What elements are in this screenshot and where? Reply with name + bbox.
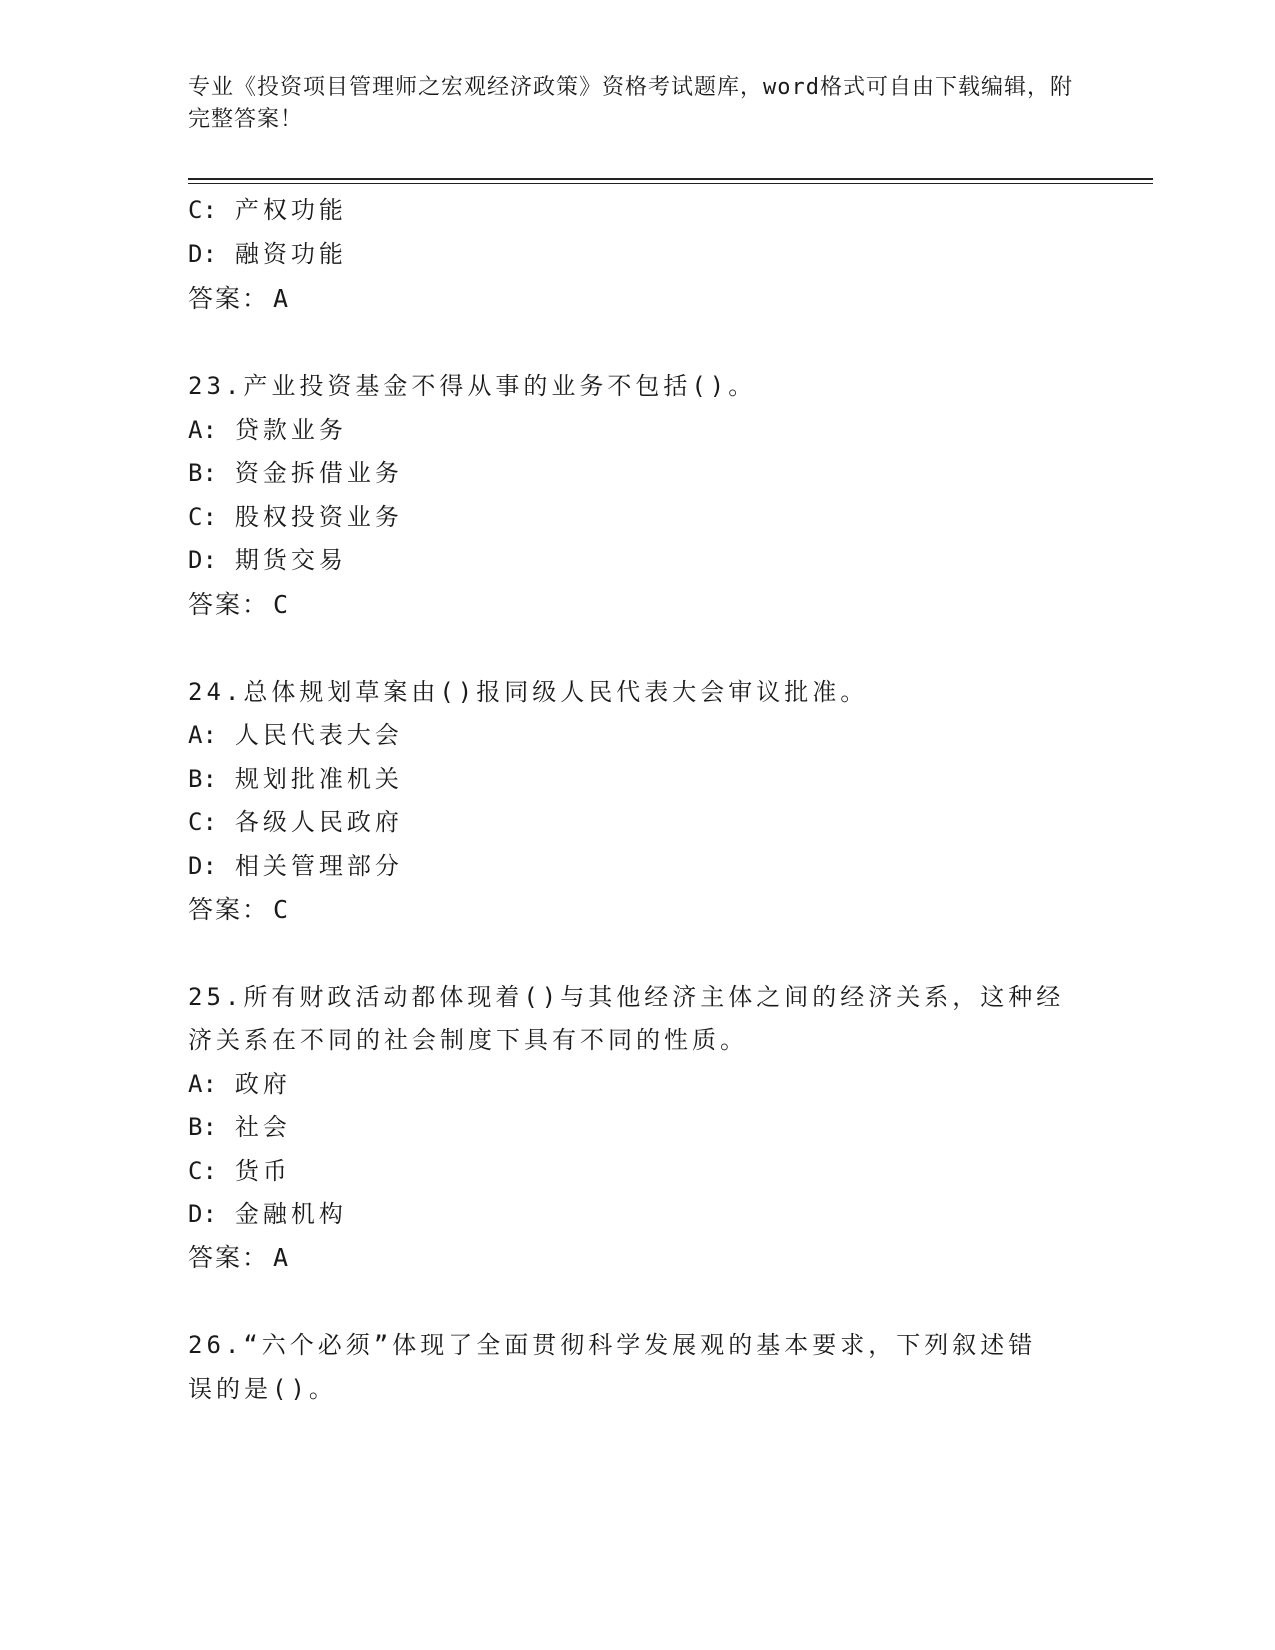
answer-label: 答案： (188, 284, 270, 313)
answer-label: 答案： (188, 895, 270, 924)
option-letter: A: (188, 1070, 217, 1098)
option-text: 规划批准机关 (234, 765, 403, 793)
option-letter: D: (188, 1200, 217, 1228)
option-text: 政府 (234, 1070, 291, 1098)
option-text: 相关管理部分 (234, 852, 403, 880)
question-23-stem (188, 369, 756, 403)
header-text: 专业《投资项目管理师之宏观经济政策》资格考试题库，word格式可自由下载编辑，附完整答案！ (188, 75, 1073, 132)
option-a (188, 413, 347, 447)
option-letter: A: (188, 416, 217, 444)
option-letter: B: (188, 765, 217, 793)
answer-line (188, 893, 290, 927)
question-text: 25.所有财政活动都体现着()与其他经济主体之间的经济关系，这种经 (188, 983, 1065, 1011)
question-text: 26.“六个必须”体现了全面贯彻科学发展观的基本要求，下列叙述错 (188, 1331, 1037, 1359)
option-a (188, 1067, 291, 1101)
question-26-stem-cont (188, 1372, 337, 1406)
option-text: 股权投资业务 (234, 503, 403, 531)
question-25-stem-cont (188, 1023, 748, 1057)
question-text: 24.总体规划草案由()报同级人民代表大会审议批准。 (188, 678, 869, 706)
option-c (188, 1154, 291, 1188)
question-text: 23.产业投资基金不得从事的业务不包括()。 (188, 372, 757, 400)
option-letter: C: (188, 808, 217, 836)
option-text: 货币 (234, 1157, 291, 1185)
option-d (188, 543, 347, 577)
option-text: 社会 (234, 1113, 291, 1141)
option-text: 各级人民政府 (234, 808, 403, 836)
option-text: 期货交易 (234, 546, 347, 574)
option-b (188, 456, 403, 490)
option-letter: C: (188, 196, 217, 224)
answer-line (188, 1241, 290, 1275)
option-letter: B: (188, 459, 217, 487)
answer-label: 答案： (188, 1243, 270, 1272)
option-text: 产权功能 (234, 196, 347, 224)
option-letter: D: (188, 852, 217, 880)
question-24-stem (188, 675, 868, 709)
option-text: 人民代表大会 (234, 721, 403, 749)
option-a (188, 718, 403, 752)
question-text: 济关系在不同的社会制度下具有不同的性质。 (188, 1026, 748, 1054)
question-text: 误的是()。 (188, 1375, 337, 1403)
document-header (188, 72, 1078, 136)
option-d (188, 1197, 347, 1231)
answer-line (188, 282, 290, 316)
option-letter: C: (188, 503, 217, 531)
option-text: 金融机构 (234, 1200, 347, 1228)
header-divider-thick (188, 178, 1153, 180)
option-letter: D: (188, 240, 217, 268)
answer-value: C (273, 590, 291, 619)
question-26-stem (188, 1328, 1036, 1362)
question-25-stem (188, 980, 1064, 1014)
option-letter: D: (188, 546, 217, 574)
option-letter: A: (188, 721, 217, 749)
answer-value: A (273, 1243, 291, 1272)
option-c (188, 500, 403, 534)
answer-line (188, 588, 290, 622)
option-letter: B: (188, 1113, 217, 1141)
option-text: 贷款业务 (234, 416, 347, 444)
option-letter: C: (188, 1157, 217, 1185)
option-c (188, 805, 403, 839)
answer-label: 答案： (188, 590, 270, 619)
answer-value: A (273, 284, 291, 313)
option-b (188, 762, 403, 796)
option-text: 资金拆借业务 (234, 459, 403, 487)
option-c (188, 193, 347, 227)
option-text: 融资功能 (234, 240, 347, 268)
option-b (188, 1110, 291, 1144)
option-d (188, 237, 347, 271)
option-d (188, 849, 403, 883)
answer-value: C (273, 895, 291, 924)
header-divider-thin (188, 183, 1153, 184)
